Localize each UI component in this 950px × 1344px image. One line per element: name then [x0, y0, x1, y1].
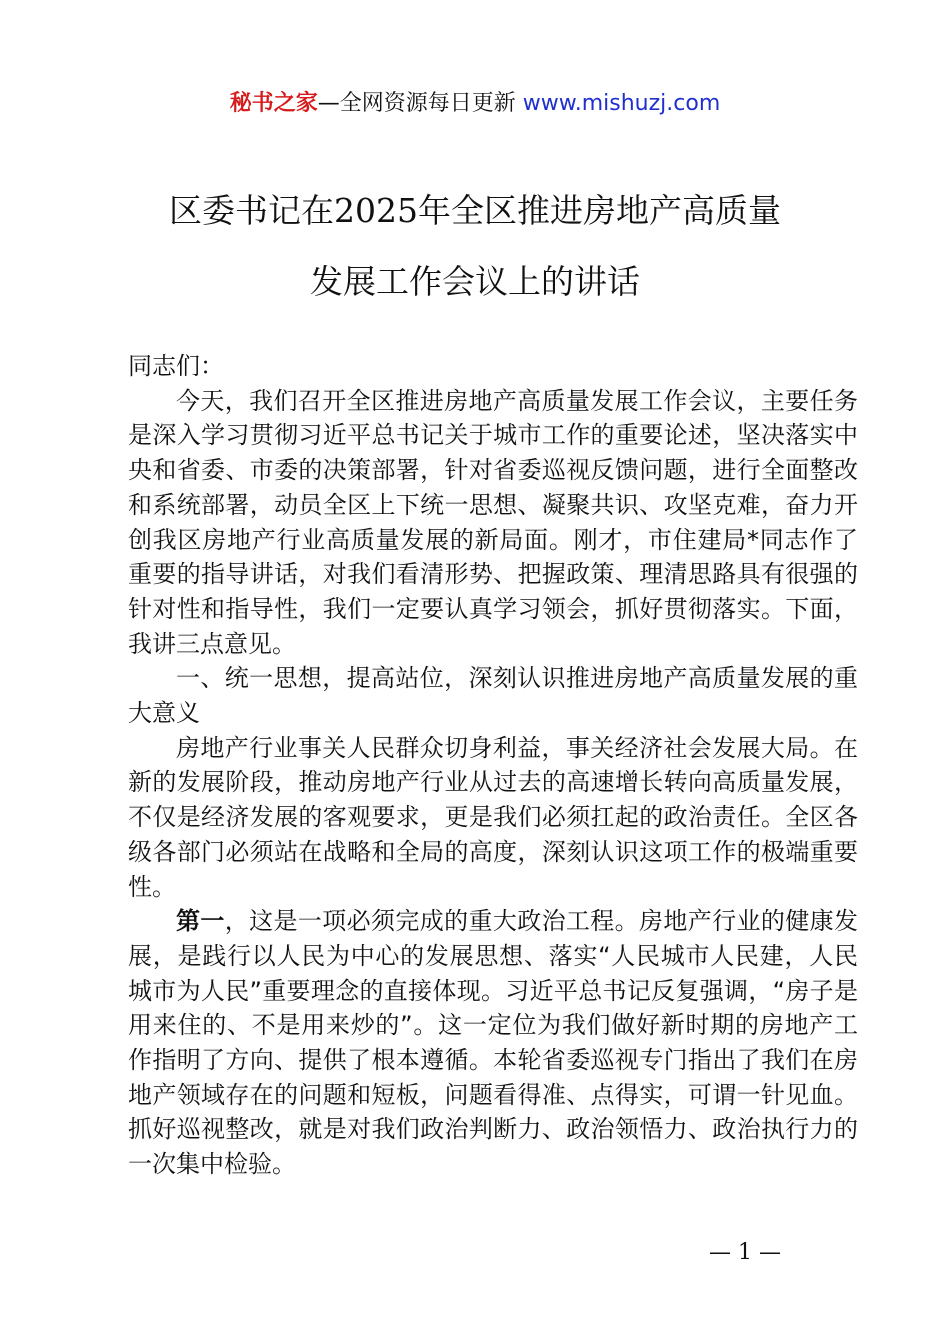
paragraph-first-point [128, 904, 858, 1182]
page-number: — 1 — [709, 1240, 781, 1265]
document-title [100, 188, 850, 304]
header-tagline: —全网资源每日更新 [317, 91, 523, 116]
title-line-2: 发展工作会议上的讲话 [310, 262, 640, 301]
salutation: 同志们： [128, 352, 224, 380]
section-heading-1: 一、统一思想，提高站位，深刻认识推进房地产高质量发展的重大意义 [128, 664, 858, 728]
brand-name: 秘书之家 [229, 91, 318, 116]
site-url-link[interactable]: www.mishuzj.com [522, 91, 721, 116]
title-line-1: 区委书记在2025年全区推进房地产高质量 [169, 191, 781, 230]
paragraph-intro: 今天，我们召开全区推进房地产高质量发展工作会议，主要任务是深入学习贯彻习近平总书记关于城市工作的重要论述，坚决落实中央和省委、市委的决策部署，针对省委巡视反馈问题，进行全面整改和系统部署，动员全区上下统一思想、凝聚共识、攻坚克难，奋力开创我区房地产行业高质量发展的新局面。刚才，市住建局*同志作了重要的指导讲话，对我们看清形势、把握政策、理清思路具有很强的针对性和指导性，我们一定要认真学习领会，抓好贯彻落实。下面，我讲三点意见。 [128, 386, 858, 658]
document-body [128, 349, 858, 1182]
paragraph-first-point-text: ，这是一项必须完成的重大政治工程。房地产行业的健康发展，是践行以人民为中心的发展思想、落实“人民城市人民建，人民城市为人民”重要理念的直接体现。习近平总书记反复强调，“房子是用来住的、不是用来炒的”。这一定位为我们做好新时期的房地产工作指明了方向、提供了根本遵循。本轮省委巡视专门指出了我们在房地产领域存在的问题和短板，问题看得准、点得实，可谓一针见血。抓好巡视整改，就是对我们政治判断力、政治领悟力、政治执行力的一次集中检验。 [128, 907, 859, 1179]
site-header [0, 88, 950, 120]
paragraph-lead-label: 第一 [176, 907, 225, 936]
paragraph-significance: 房地产行业事关人民群众切身利益，事关经济社会发展大局。在新的发展阶段，推动房地产行业从过去的高速增长转向高质量发展，不仅是经济发展的客观要求，更是我们必须扛起的政治责任。全区各级各部门必须站在战略和全局的高度，深刻认识这项工作的极端重要性。 [128, 733, 858, 901]
